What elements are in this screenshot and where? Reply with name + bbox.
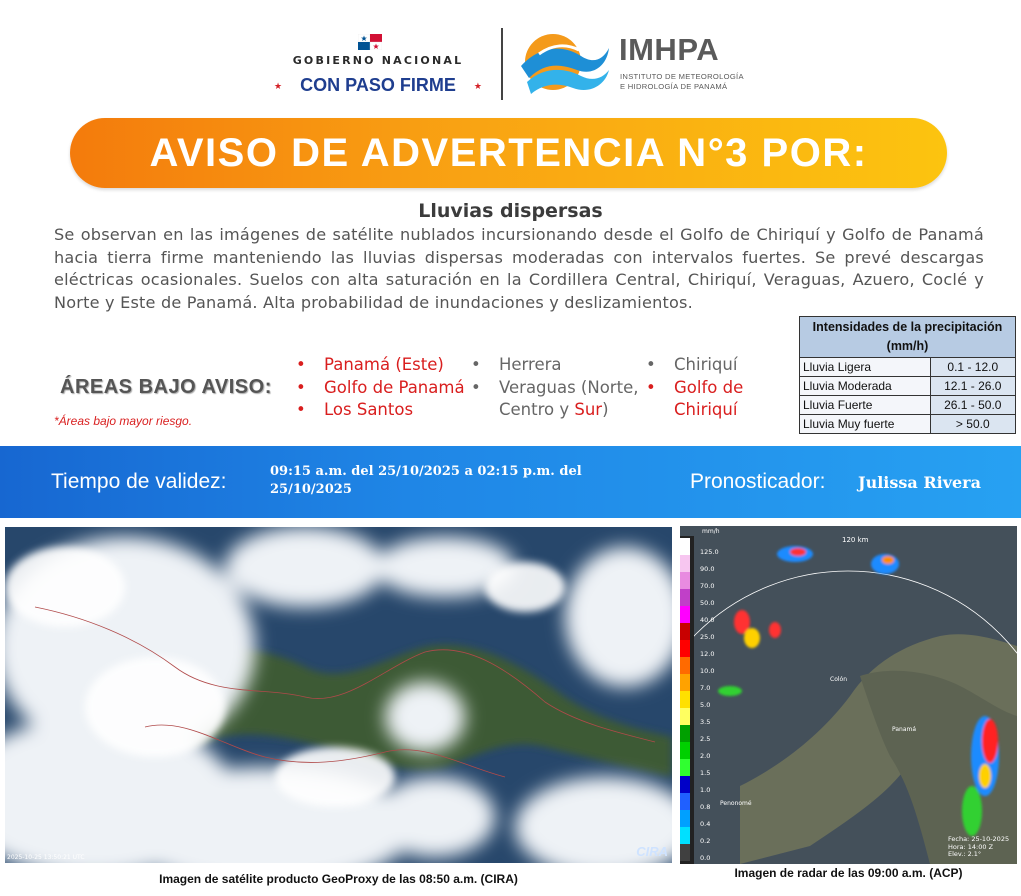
imhpa-subtitle-line1: INSTITUTO DE METEOROLOGÍA — [620, 72, 744, 81]
scale-label: 0.2 — [700, 837, 711, 845]
satellite-image — [5, 527, 672, 863]
cira-logo: CIRA — [636, 844, 668, 859]
scale-label: 5.0 — [700, 701, 711, 709]
imhpa-subtitle-line2: E HIDROLOGÍA DE PANAMÁ — [620, 82, 728, 91]
radar-picture — [680, 526, 1017, 864]
satellite-caption: Imagen de satélite producto GeoProxy de las 08:50 a.m. (CIRA) — [159, 872, 518, 886]
radar-scale-title: mm/h — [702, 528, 720, 535]
imhpa-title: IMHPA — [619, 32, 720, 67]
city-label: Panamá — [892, 726, 917, 733]
forecaster-label: Pronosticador: — [690, 470, 826, 493]
intensity-table-header — [800, 317, 1016, 358]
gov-line2: CON PASO FIRME — [300, 75, 456, 95]
satellite-picture — [5, 527, 672, 863]
table-row — [800, 358, 1016, 377]
scale-label: 0.0 — [700, 854, 711, 862]
validity-bar — [0, 446, 1021, 518]
star-icon: ★ — [473, 82, 482, 92]
warning-banner — [70, 118, 947, 188]
radar-info — [948, 836, 1009, 859]
scale-label: 2.5 — [700, 735, 711, 743]
satellite-timestamp: 2025-10-25 13:50:21 UTC — [7, 854, 85, 861]
scale-label: 12.0 — [700, 650, 715, 658]
city-label: Colón — [830, 676, 848, 683]
list-item: • Golfo de Panamá — [296, 377, 465, 397]
areas-note: *Áreas bajo mayor riesgo. — [54, 414, 193, 428]
scale-label: 1.5 — [700, 769, 711, 777]
table-row — [800, 377, 1016, 396]
radar-image — [680, 526, 1017, 864]
area-close: ) — [602, 400, 609, 420]
validity-label: Tiempo de validez: — [51, 470, 227, 493]
area-name: Golfo de Chiriquí — [674, 377, 744, 420]
intensity-label: Lluvia Ligera — [800, 358, 931, 377]
area-name: Chiriquí — [674, 355, 738, 374]
scale-label: 0.8 — [700, 803, 711, 811]
scale-label: 90.0 — [700, 565, 715, 573]
radar-info-date: Fecha: 25-10-2025 — [948, 835, 1010, 843]
header-divider — [501, 28, 503, 100]
forecaster-name: Julissa Rivera — [858, 473, 981, 492]
star-icon: ★ — [274, 82, 283, 92]
area-risk-part: Sur — [574, 400, 603, 420]
list-item: • Panamá (Este) — [296, 355, 444, 374]
scale-label: 0.4 — [700, 820, 711, 828]
intensity-title-line2: (mm/h) — [886, 339, 929, 353]
warning-description: Se observan en las imágenes de satélite nublados incursionando desde el Golfo de Chiriquí y Golfo de Panamá hacia tierra firme manteniendo las lluvias dispersas moderadas con intervalos fuertes. Se prevé descargas eléctricas ocasionales. Suelos con alta saturación en la Cordillera Central, Chiriquí, Veraguas, Azuero, Coclé y Norte y Este de Panamá. Alta probabilidad de inundaciones y deslizamientos. — [54, 225, 984, 312]
intensity-label: Lluvia Moderada — [800, 377, 931, 396]
scale-label: 125.0 — [700, 548, 719, 556]
list-item: • Veraguas (Norte, Centro y Sur) — [471, 377, 639, 420]
scale-label: 50.0 — [700, 599, 715, 607]
radar-color-scale — [680, 538, 690, 861]
intensity-label: Lluvia Fuerte — [800, 396, 931, 415]
intensity-range: 0.1 - 12.0 — [930, 358, 1015, 377]
list-item: • Golfo de Chiriquí — [646, 377, 744, 420]
area-name: Golfo de Panamá — [324, 377, 465, 397]
areas-column-3 — [646, 354, 796, 422]
intensity-range: > 50.0 — [930, 415, 1015, 434]
radar-caption: Imagen de radar de las 09:00 a.m. (ACP) — [734, 866, 963, 880]
scale-label: 1.0 — [700, 786, 711, 794]
imhpa-logo — [519, 30, 751, 100]
warning-title: AVISO DE ADVERTENCIA N°3 POR: — [149, 131, 868, 175]
scale-label: 10.0 — [700, 667, 715, 675]
city-label: Penonomé — [720, 800, 752, 807]
intensity-range: 26.1 - 50.0 — [930, 396, 1015, 415]
scale-label: 2.0 — [700, 752, 711, 760]
table-row — [800, 396, 1016, 415]
panama-flag-icon — [358, 34, 382, 50]
table-row — [800, 415, 1016, 434]
intensity-range: 12.1 - 26.0 — [930, 377, 1015, 396]
areas-label: ÁREAS BAJO AVISO: — [60, 376, 272, 398]
intensity-table — [799, 316, 1016, 434]
list-item: • Herrera — [471, 355, 562, 374]
gov-line1: GOBIERNO NACIONAL — [292, 54, 464, 67]
area-name: Panamá (Este) — [324, 355, 444, 374]
radar-info-elev: Elev.: 2.1° — [948, 850, 982, 858]
imhpa-wave-icon — [519, 32, 611, 98]
list-item: • Los Santos — [296, 400, 414, 420]
intensity-label: Lluvia Muy fuerte — [800, 415, 931, 434]
scale-label: 7.0 — [700, 684, 711, 692]
areas-column-2 — [471, 354, 641, 422]
gobierno-nacional-logo — [268, 32, 488, 98]
scale-label: 3.5 — [700, 718, 711, 726]
validity-value: 09:15 a.m. del 25/10/2025 a 02:15 p.m. del 25/10/2025 — [270, 464, 582, 497]
areas-column-1 — [296, 354, 466, 422]
radar-info-time: Hora: 14:00 Z — [948, 842, 994, 851]
radar-range-label: 120 km — [842, 536, 869, 544]
list-item: • Chiriquí — [646, 355, 738, 374]
area-name: Veraguas (Norte, Centro y — [499, 377, 639, 420]
area-name: Herrera — [499, 355, 562, 374]
scale-label: 25.0 — [700, 633, 715, 641]
hazard-title: Lluvias dispersas — [418, 200, 603, 222]
scale-label: 70.0 — [700, 582, 715, 590]
scale-label: 40.0 — [700, 616, 715, 624]
intensity-title-line1: Intensidades de la precipitación — [812, 320, 1003, 334]
area-name: Los Santos — [324, 400, 414, 420]
